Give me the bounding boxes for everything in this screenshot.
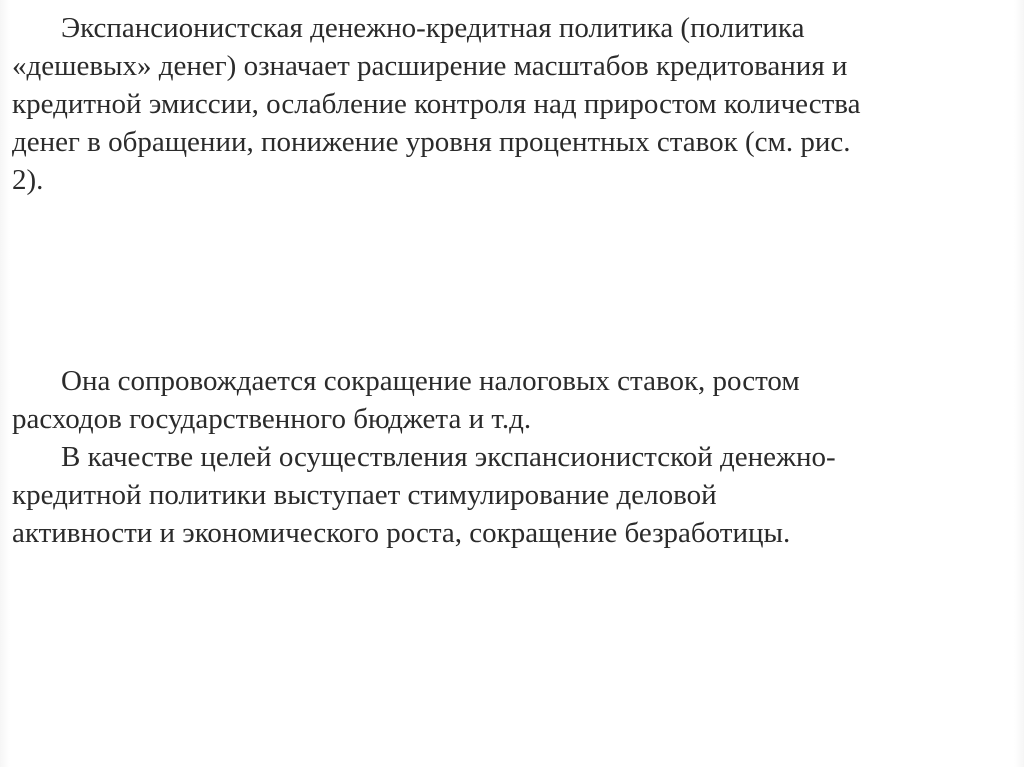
text-line: Экспансионистская денежно-кредитная политика (политика — [61, 12, 805, 44]
text-line: денег в обращении, понижение уровня процентных ставок (см. рис. — [12, 126, 851, 158]
text-line: активности и экономического роста, сокращение безработицы. — [12, 517, 791, 549]
text-line: Она сопровождается сокращение налоговых ставок, ростом — [61, 365, 800, 397]
text-line: В качестве целей осуществления экспансионистской денежно- — [61, 441, 836, 473]
text-line: «дешевых» денег) означает расширение масштабов кредитования и — [12, 50, 848, 82]
text-line: расходов государственного бюджета и т.д. — [12, 403, 532, 435]
paragraph-expansionary-policy — [12, 9, 1012, 199]
text-line: кредитной эмиссии, ослабление контроля над приростом количества — [12, 88, 861, 120]
text-line: кредитной политики выступает стимулирование деловой — [12, 479, 717, 511]
text-line: 2). — [12, 164, 44, 196]
paragraphs-accompanying-measures-and-goals — [12, 362, 1012, 552]
